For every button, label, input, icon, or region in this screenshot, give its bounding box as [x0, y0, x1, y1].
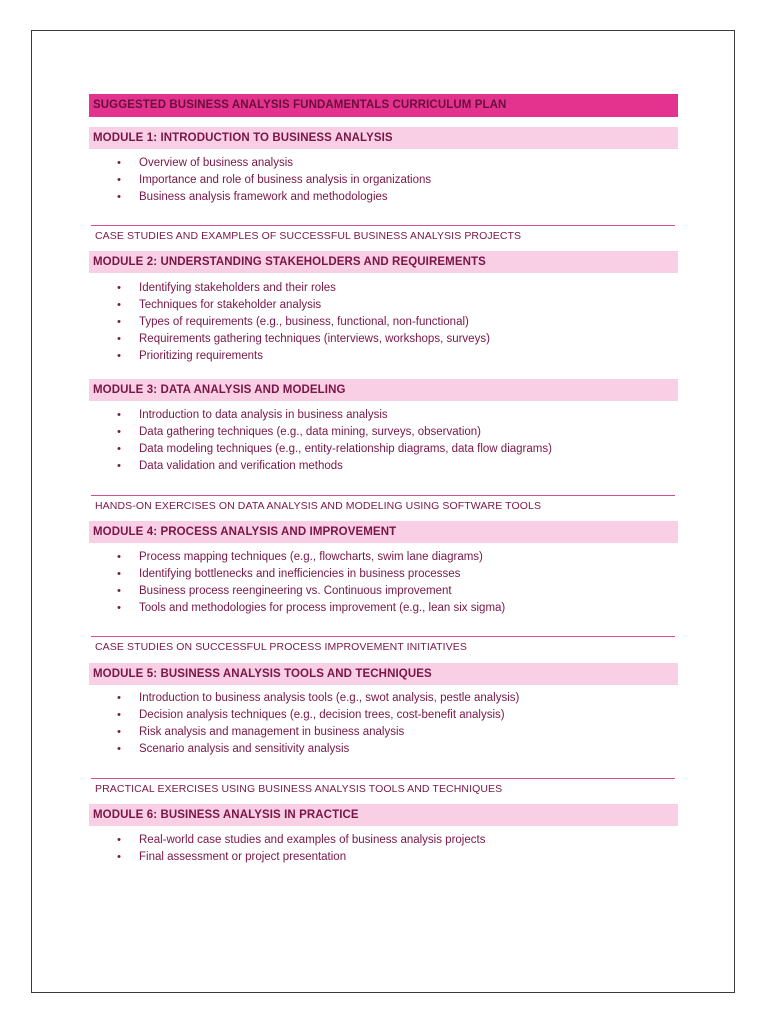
module-4-list — [89, 549, 678, 617]
list-item: • Requirements gathering techniques (interviews, workshops, surveys) — [89, 331, 678, 348]
list-item: • Data modeling techniques (e.g., entity-relationship diagrams, data flow diagrams) — [89, 441, 678, 458]
module-5-note: PRACTICAL EXERCISES USING BUSINESS ANALYSIS TOOLS AND TECHNIQUES — [91, 778, 675, 799]
module-6-heading: MODULE 6: BUSINESS ANALYSIS IN PRACTICE — [89, 804, 678, 826]
module-3-section — [89, 379, 678, 516]
module-5-heading: MODULE 5: BUSINESS ANALYSIS TOOLS AND TECHNIQUES — [89, 663, 678, 685]
bullet-icon: • — [117, 709, 121, 721]
bullet-icon: • — [117, 460, 121, 472]
module-4-note: CASE STUDIES ON SUCCESSFUL PROCESS IMPROVEMENT INITIATIVES — [91, 636, 675, 657]
module-1-note: CASE STUDIES AND EXAMPLES OF SUCCESSFUL BUSINESS ANALYSIS PROJECTS — [91, 225, 675, 246]
module-4-heading: MODULE 4: PROCESS ANALYSIS AND IMPROVEMENT — [89, 521, 678, 543]
bullet-icon: • — [117, 426, 121, 438]
module-1-heading: MODULE 1: INTRODUCTION TO BUSINESS ANALYSIS — [89, 127, 678, 149]
list-item: • Final assessment or project presentation — [89, 849, 678, 866]
module-3-note: HANDS-ON EXERCISES ON DATA ANALYSIS AND MODELING USING SOFTWARE TOOLS — [91, 495, 675, 516]
list-item: • Data validation and verification methods — [89, 458, 678, 475]
bullet-icon: • — [117, 409, 121, 421]
list-item: • Introduction to data analysis in business analysis — [89, 407, 678, 424]
list-item: • Identifying bottlenecks and inefficiencies in business processes — [89, 566, 678, 583]
module-3-list — [89, 407, 678, 475]
module-4-section — [89, 521, 678, 657]
bullet-icon: • — [117, 316, 121, 328]
module-5-section — [89, 663, 678, 799]
list-item: • Importance and role of business analysis in organizations — [89, 172, 678, 189]
list-item: • Overview of business analysis — [89, 155, 678, 172]
list-item: • Risk analysis and management in business analysis — [89, 724, 678, 741]
list-item: • Business analysis framework and methodologies — [89, 189, 678, 206]
list-item: • Introduction to business analysis tools (e.g., swot analysis, pestle analysis) — [89, 690, 678, 707]
list-item: • Data gathering techniques (e.g., data mining, surveys, observation) — [89, 424, 678, 441]
bullet-icon: • — [117, 851, 121, 863]
bullet-icon: • — [117, 333, 121, 345]
list-item: • Process mapping techniques (e.g., flowcharts, swim lane diagrams) — [89, 549, 678, 566]
list-item: • Tools and methodologies for process improvement (e.g., lean six sigma) — [89, 600, 678, 617]
list-item: • Prioritizing requirements — [89, 348, 678, 365]
list-item: • Types of requirements (e.g., business, functional, non-functional) — [89, 314, 678, 331]
document-page — [31, 30, 735, 993]
list-item: • Scenario analysis and sensitivity analysis — [89, 741, 678, 758]
list-item: • Decision analysis techniques (e.g., decision trees, cost-benefit analysis) — [89, 707, 678, 724]
bullet-icon: • — [117, 692, 121, 704]
module-6-section — [89, 804, 678, 866]
bullet-icon: • — [117, 299, 121, 311]
document-title: SUGGESTED BUSINESS ANALYSIS FUNDAMENTALS CURRICULUM PLAN — [89, 94, 678, 117]
list-item: • Identifying stakeholders and their roles — [89, 280, 678, 297]
module-6-list — [89, 832, 678, 866]
curriculum-content — [89, 94, 678, 866]
bullet-icon: • — [117, 602, 121, 614]
bullet-icon: • — [117, 350, 121, 362]
bullet-icon: • — [117, 834, 121, 846]
bullet-icon: • — [117, 726, 121, 738]
bullet-icon: • — [117, 157, 121, 169]
bullet-icon: • — [117, 568, 121, 580]
bullet-icon: • — [117, 174, 121, 186]
list-item: • Real-world case studies and examples of business analysis projects — [89, 832, 678, 849]
bullet-icon: • — [117, 191, 121, 203]
bullet-icon: • — [117, 743, 121, 755]
list-item: • Business process reengineering vs. Continuous improvement — [89, 583, 678, 600]
module-2-heading: MODULE 2: UNDERSTANDING STAKEHOLDERS AND REQUIREMENTS — [89, 251, 678, 273]
module-5-list — [89, 690, 678, 758]
module-2-section — [89, 251, 678, 365]
bullet-icon: • — [117, 282, 121, 294]
module-1-section — [89, 127, 678, 246]
bullet-icon: • — [117, 585, 121, 597]
bullet-icon: • — [117, 551, 121, 563]
module-3-heading: MODULE 3: DATA ANALYSIS AND MODELING — [89, 379, 678, 401]
list-item: • Techniques for stakeholder analysis — [89, 297, 678, 314]
bullet-icon: • — [117, 443, 121, 455]
module-1-list — [89, 155, 678, 206]
module-2-list — [89, 280, 678, 365]
